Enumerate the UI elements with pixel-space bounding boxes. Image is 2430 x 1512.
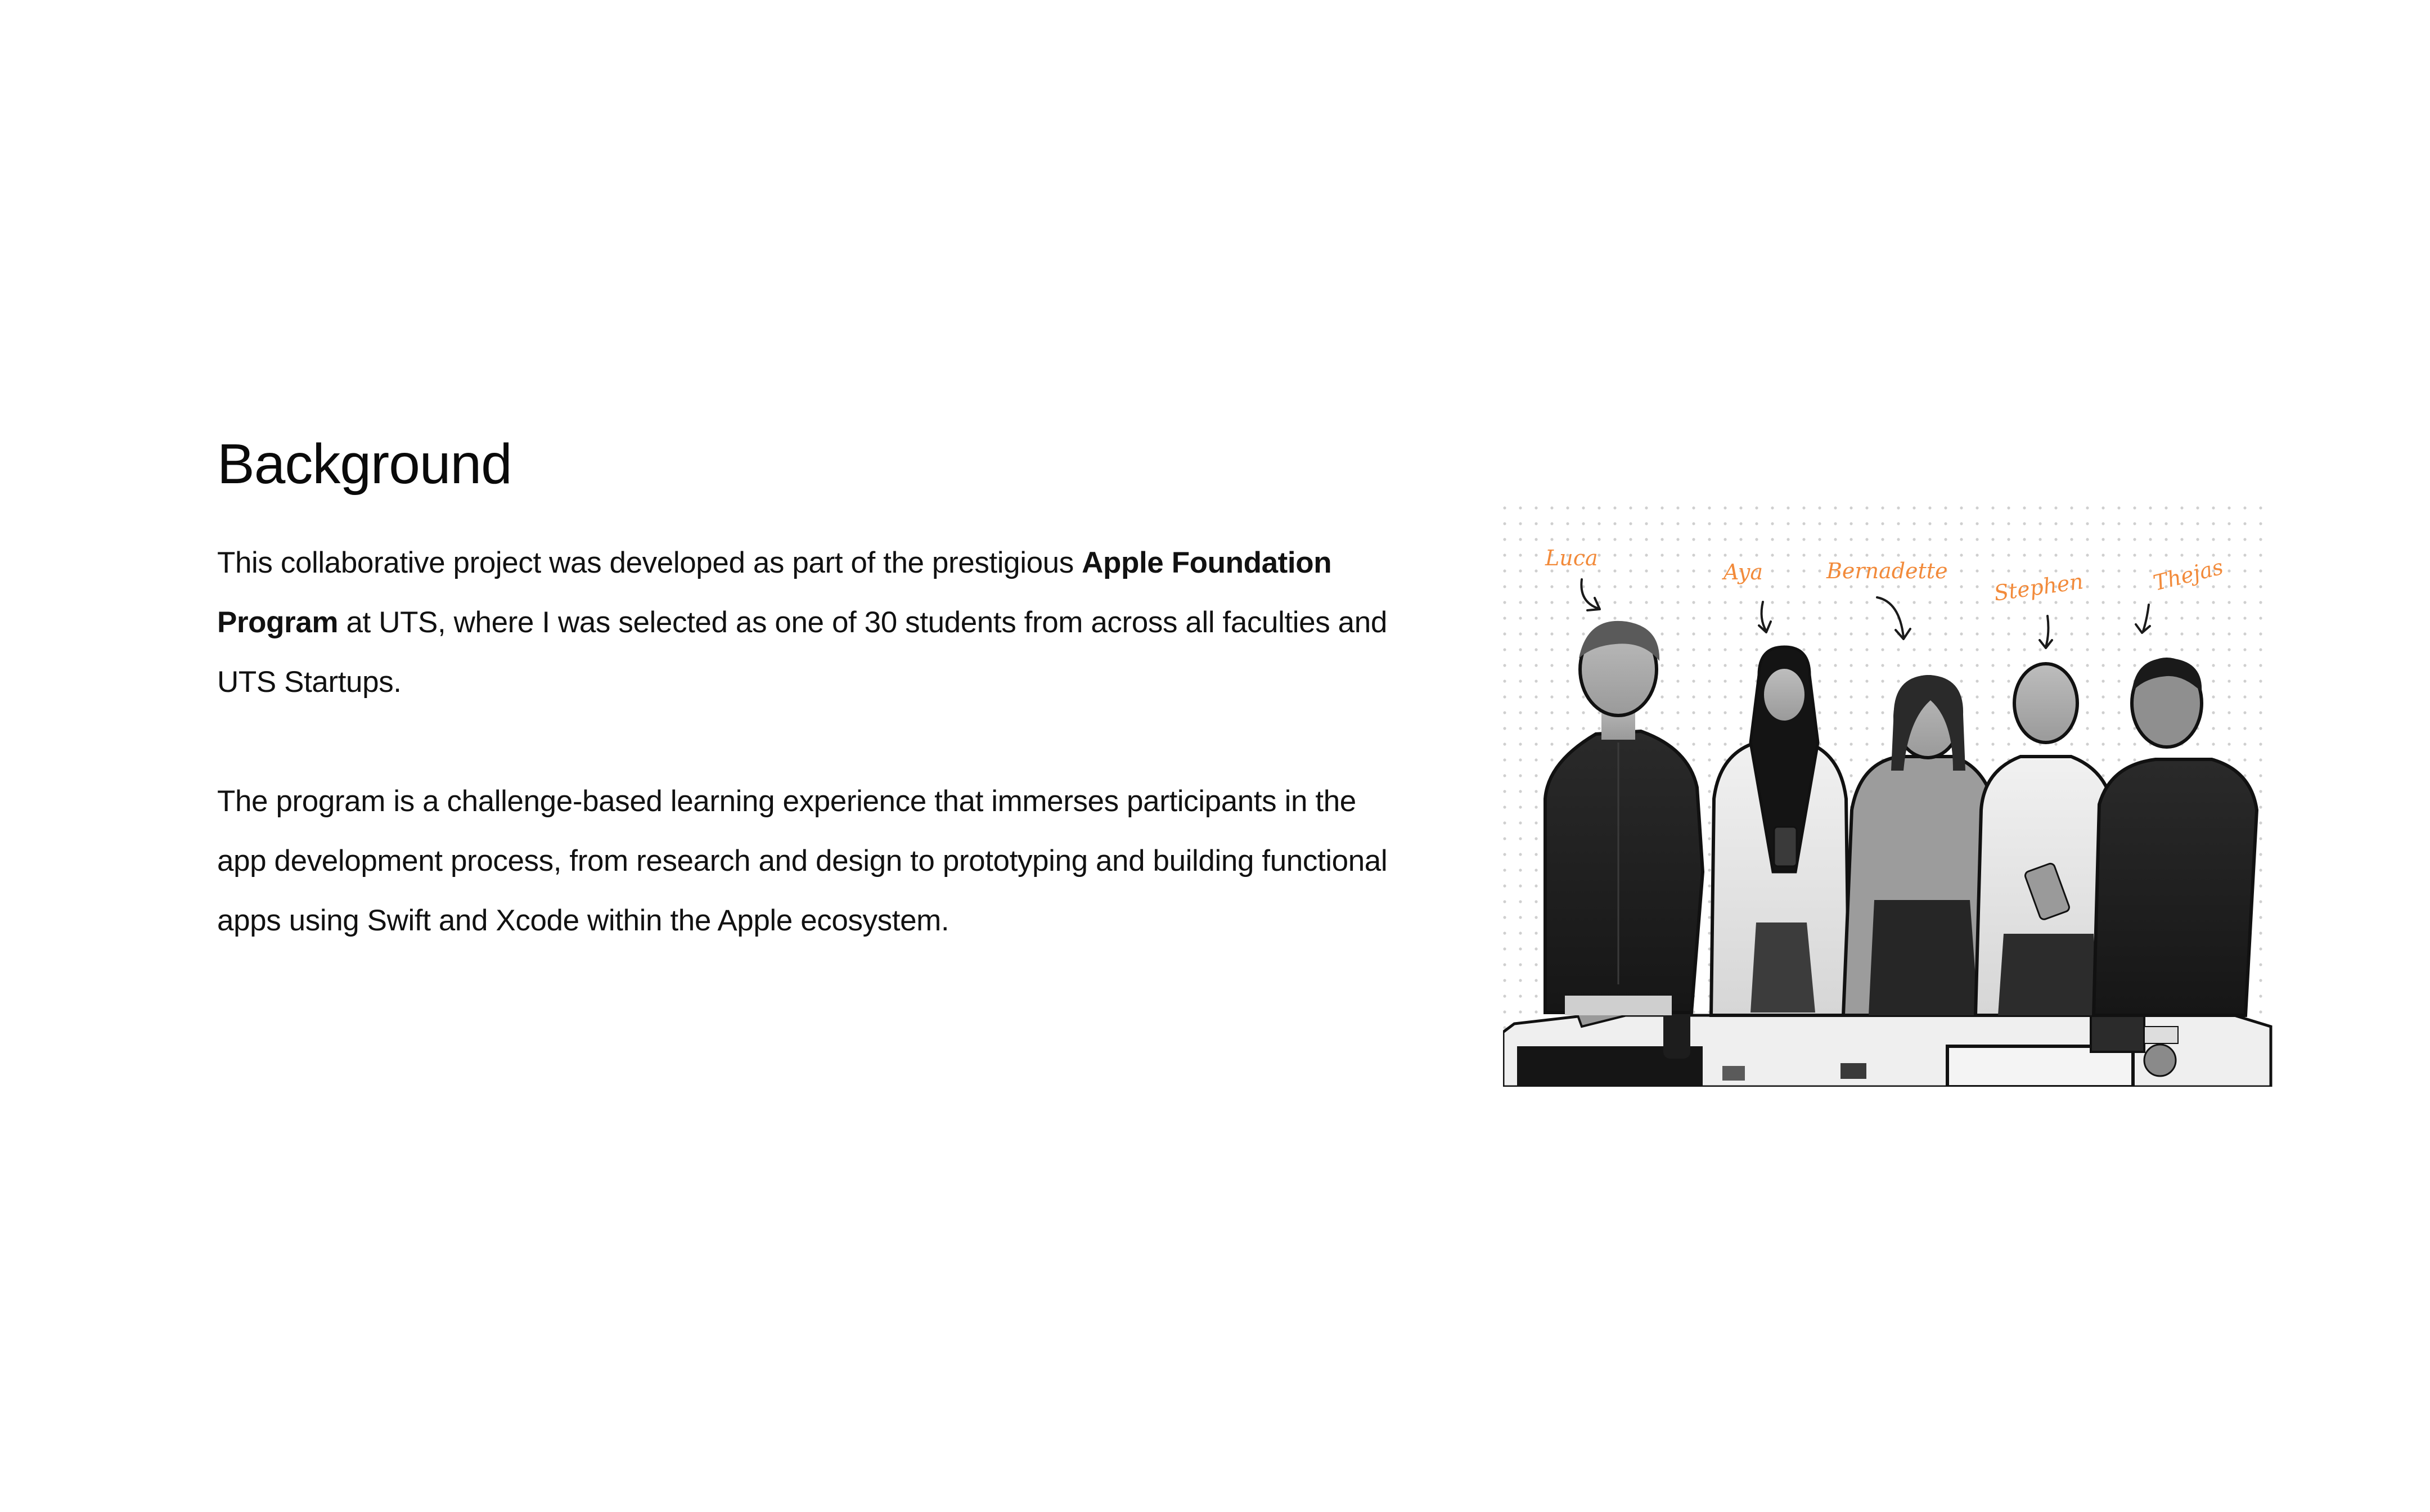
team-photo [1503, 506, 2274, 1087]
team-photo-illustration [1503, 506, 2274, 1087]
program-description-paragraph: The program is a challenge-based learning experience that immerses participants in the app development process, from research and design to prototyping and building functional apps using Swift and Xcode within the Apple ecosystem. [217, 785, 1388, 937]
name-label-luca: Luca [1545, 546, 1598, 570]
program-name: Apple Foundation Program [217, 546, 1332, 639]
intro-text-start: This collaborative project was developed as part of the prestigious [217, 546, 1082, 579]
background-text-column [217, 433, 1398, 951]
intro-text-end: at UTS, where I was selected as one of 30 students from across all faculties and UTS Startups. [217, 606, 1387, 699]
section-heading: Background [217, 433, 512, 496]
name-label-stephen: Stephen [1992, 569, 2085, 606]
intro-paragraph [217, 533, 1398, 712]
name-label-aya: Aya [1724, 560, 1763, 584]
name-label-bernadette: Bernadette [1826, 559, 1948, 583]
name-label-thejas: Thejas [2150, 554, 2226, 596]
